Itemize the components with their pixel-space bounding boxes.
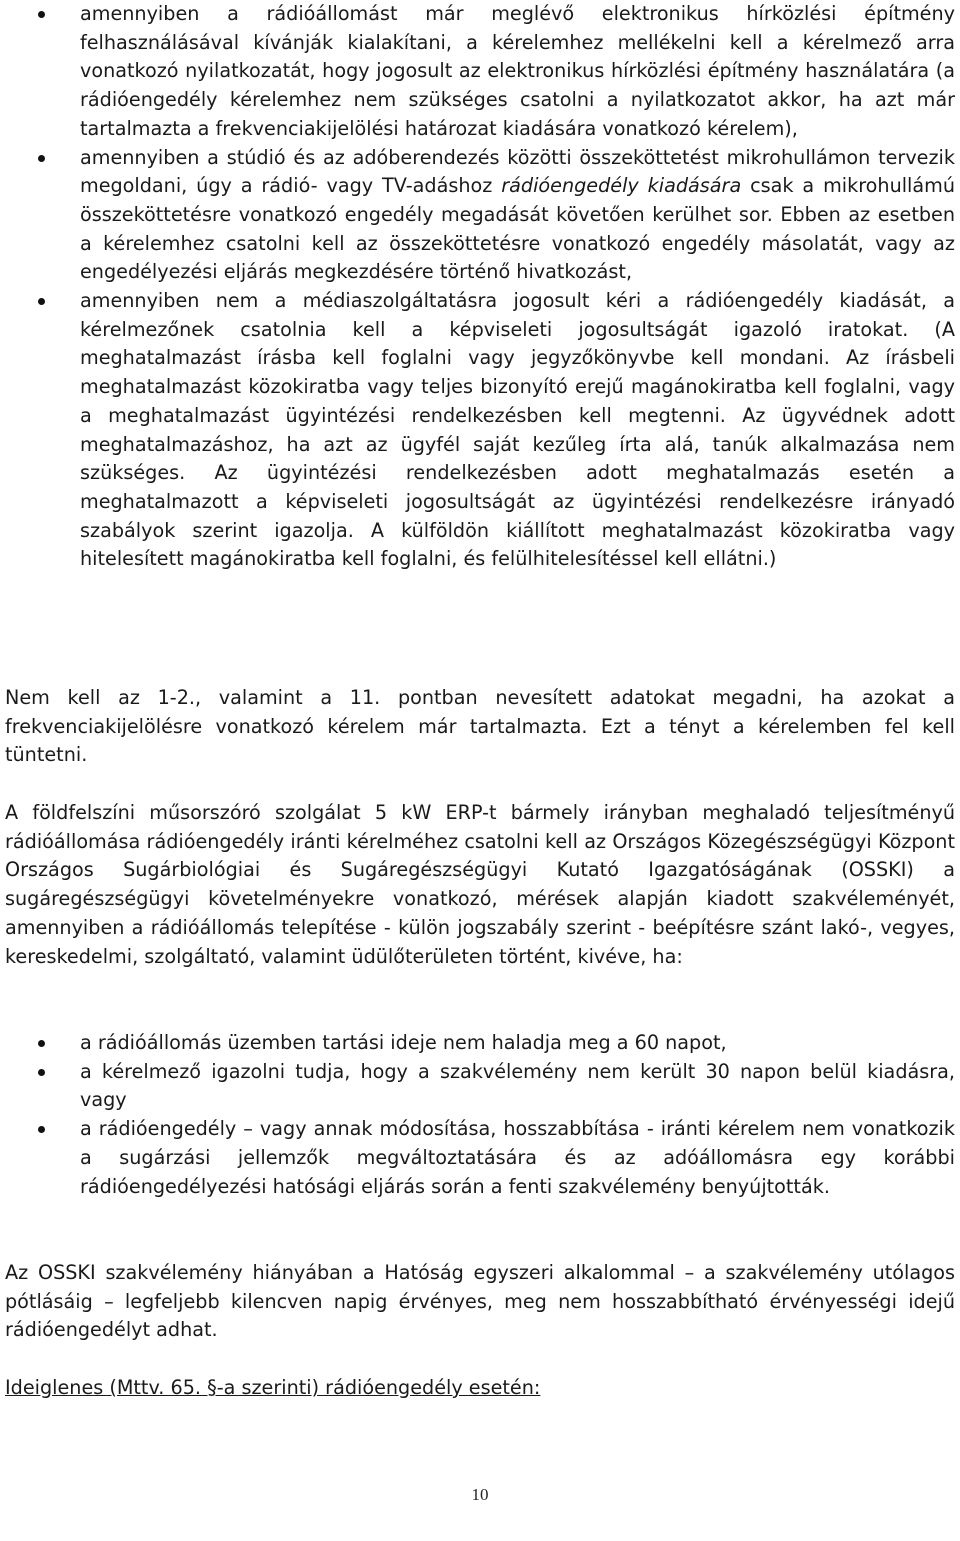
bullet-icon bbox=[38, 11, 45, 18]
requirements-list bbox=[5, 0, 955, 574]
list-item bbox=[5, 287, 955, 574]
paragraph-exemption: Nem kell az 1-2., valamint a 11. pontban nevesített adatokat megadni, ha azokat a frekvenciakijelölésre vonatkozó kérelem már tartalmazta. Ezt a tényt a kérelemben fel kell tüntetni. bbox=[5, 686, 955, 767]
section-heading: Ideiglenes (Mttv. 65. §-a szerinti) rádióengedély esetén: bbox=[5, 1376, 541, 1399]
bullet-icon bbox=[38, 1069, 45, 1076]
list-item bbox=[5, 1058, 955, 1115]
list-item bbox=[5, 1115, 955, 1201]
bullet-icon bbox=[38, 298, 45, 305]
list-item-text: amennyiben nem a médiaszolgáltatásra jogosult kéri a rádióengedély kiadását, a kérelmezőnek csatolnia kell a képviseleti jogosultságát igazoló iratokat. (A meghatalmazást írásba kell foglalni vagy jegyzőkönyvbe kell mondani. Az írásbeli meghatalmazást közokiratba vagy teljes bizonyító erejű magánokiratba kell foglalni, vagy a meghatalmazást ügyintézési rendelkezésben kell megtenni. Az ügyvédnek adott meghatalmazáshoz, ha azt az ügyfél saját kezűleg írta alá, tanúk alkalmazása nem szükséges. Az ügyintézési rendelkezésben adott meghatalmazás esetén a meghatalmazott a képviseleti jogosultságát az ügyintézési rendelkezésre irányadó szabályok szerint igazolja. A külföldön kiállított meghatalmazást közokiratba vagy hitelesített magánokiratba kell foglalni, és felülhitelesítéssel kell ellátni.) bbox=[80, 289, 955, 571]
bullet-icon bbox=[38, 155, 45, 162]
paragraph-osski-requirement: A földfelszíni műsorszóró szolgálat 5 kW ERP-t bármely irányban meghaladó teljesítményű rádióállomása rádióengedély iránti kérelméhez csatolni kell az Országos Közegészségügyi Központ Országos Sugárbiológiai és Sugáregészségügyi Kutató Igazgatóságának (OSSKI) a sugáregészségügyi követelményekre vonatkozó, mérések alapján kiadott szakvéleményét, amennyiben a rádióállomás telepítése - külön jogszabály szerint - beépítésre szánt lakó-, vegyes, kereskedelmi, szolgáltató, valamint üdülőterületen történt, kivéve, ha: bbox=[5, 801, 955, 968]
list-item bbox=[5, 144, 955, 288]
bullet-icon bbox=[38, 1126, 45, 1133]
list-item-text: a rádióengedély – vagy annak módosítása, hosszabbítása - iránti kérelem nem vonatkozik a sugárzási jellemzők megváltoztatására és az adóállomásra egy korábbi rádióengedélyezési hatósági eljárás során a fenti szakvélemény benyújtották. bbox=[80, 1117, 955, 1198]
list-item-text: amennyiben a rádióállomást már meglévő elektronikus hírközlési építmény felhasználásával kívánják kialakítani, a kérelemhez mellékelni kell a kérelmező arra vonatkozó nyilatkozatát, hogy jogosult az elektronikus hírközlési építmény használatára (a rádióengedély kérelemhez nem szükséges csatolni a nyilatkozatot akkor, ha azt már tartalmazta a frekvenciakijelölési határozat kiadására vonatkozó kérelem), bbox=[80, 2, 955, 140]
list-item-text-end: csak a mikrohullámú összeköttetésre vonatkozó engedély megadását követően kerülhet sor. Ebben az esetben a kérelemhez csatolni kell az összeköttetésre vonatkozó engedély másolatát, vagy az engedélyezési eljárás megkezdésére történő hivatkozást, bbox=[80, 174, 955, 284]
list-item-text: a kérelmező igazolni tudja, hogy a szakvélemény nem került 30 napon belül kiadásra, vagy bbox=[80, 1059, 955, 1112]
list-item-text-italic: rádióengedély kiadására bbox=[501, 174, 742, 198]
list-item bbox=[5, 0, 955, 144]
paragraph-osski-absence: Az OSSKI szakvélemény hiányában a Hatóság egyszeri alkalommal – a szakvélemény utólagos pótlásáig – legfeljebb kilencven napig érvényes, meg nem hosszabbítható érvényességi idejű rádióengedélyt adhat. bbox=[5, 1261, 955, 1342]
list-item bbox=[5, 1029, 955, 1058]
list-item-text-start: amennyiben a stúdió és az adóberendezés közötti összeköttetést mikrohullámon tervezik megoldani, úgy a rádió- vagy TV-adáshoz bbox=[80, 145, 955, 198]
list-item-text: a rádióállomás üzemben tartási ideje nem haladja meg a 60 napot, bbox=[80, 1031, 727, 1054]
bullet-icon bbox=[38, 1040, 45, 1047]
exception-list bbox=[5, 1029, 955, 1201]
page-number: 10 bbox=[471, 1485, 489, 1504]
